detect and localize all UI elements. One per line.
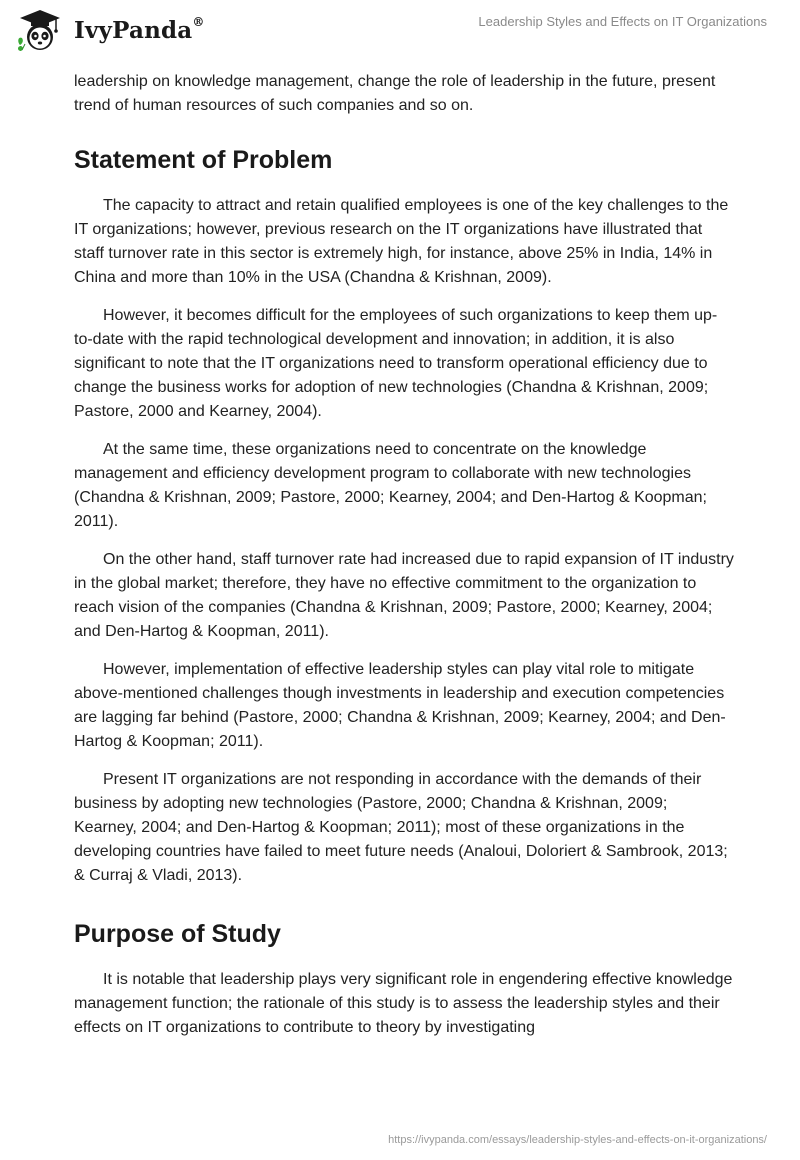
ivypanda-logo[interactable]	[16, 8, 205, 52]
paragraph: However, implementation of effective leadership styles can play vital role to mitigate above-mentioned challenges though investments in leadership and execution competencies are lagging far behind (Pastore, 2000; Chandna & Krishnan, 2009; Kearney, 2004; and Den-Hartog & Koopman; 2011).	[74, 661, 726, 750]
intro-paragraph: leadership on knowledge management, change the role of leadership in the future, present trend of human resources of such companies and so on.	[74, 73, 716, 114]
paragraph: However, it becomes difficult for the employees of such organizations to keep them up-to-date with the rapid technological development and innovation; in addition, it is also significant to note that the IT organizations need to transform operational efficiency due to change the business works for adoption of new technologies (Chandna & Krishnan, 2009; Pastore, 2000 and Kearney, 2004).	[74, 307, 718, 420]
paragraph: At the same time, these organizations need to concentrate on the knowledge management and efficiency development program to collaborate with new technologies (Chandna & Krishnan, 2009; Pastore, 2000; Kearney, 2004; and Den-Hartog & Koopman; 2011).	[74, 441, 707, 530]
paragraph: The capacity to attract and retain qualified employees is one of the key challenges to the IT organizations; however, previous research on the IT organizations have illustrated that staff turnover rate in this sector is extremely high, for instance, above 25% in India, 14% in China and more than 10% in the USA (Chandna & Krishnan, 2009).	[74, 197, 729, 286]
document-title: Leadership Styles and Effects on IT Organizations	[478, 14, 767, 29]
page-header	[0, 0, 800, 60]
brand-name: IvyPanda®	[74, 14, 205, 44]
source-url[interactable]: https://ivypanda.com/essays/leadership-styles-and-effects-on-it-organizations/	[388, 1134, 767, 1146]
essay-content	[74, 70, 734, 1054]
section-heading-statement-of-problem: Statement of Problem	[74, 146, 333, 174]
paragraph: It is notable that leadership plays very significant role in engendering effective knowledge management function; the rationale of this study is to assess the leadership styles and their effects on IT organizations to contribute to theory by investigating	[74, 971, 733, 1036]
section-heading-purpose-of-study: Purpose of Study	[74, 920, 281, 948]
paragraph: On the other hand, staff turnover rate had increased due to rapid expansion of IT industry in the global market; therefore, they have no effective commitment to the organization to reach vision of the companies (Chandna & Krishnan, 2009; Pastore, 2000; Kearney, 2004; and Den-Hartog & Koopman, 2011).	[74, 551, 734, 640]
panda-graduate-icon	[16, 8, 64, 52]
paragraph: Present IT organizations are not responding in accordance with the demands of their business by adopting new technologies (Pastore, 2000; Chandna & Krishnan, 2009; Kearney, 2004; and Den-Hartog & Koopman; 2011); most of these organizations in the developing countries have failed to meet future needs (Analoui, Doloriert & Sambrook, 2013; & Curraj & Vladi, 2013).	[74, 771, 728, 884]
